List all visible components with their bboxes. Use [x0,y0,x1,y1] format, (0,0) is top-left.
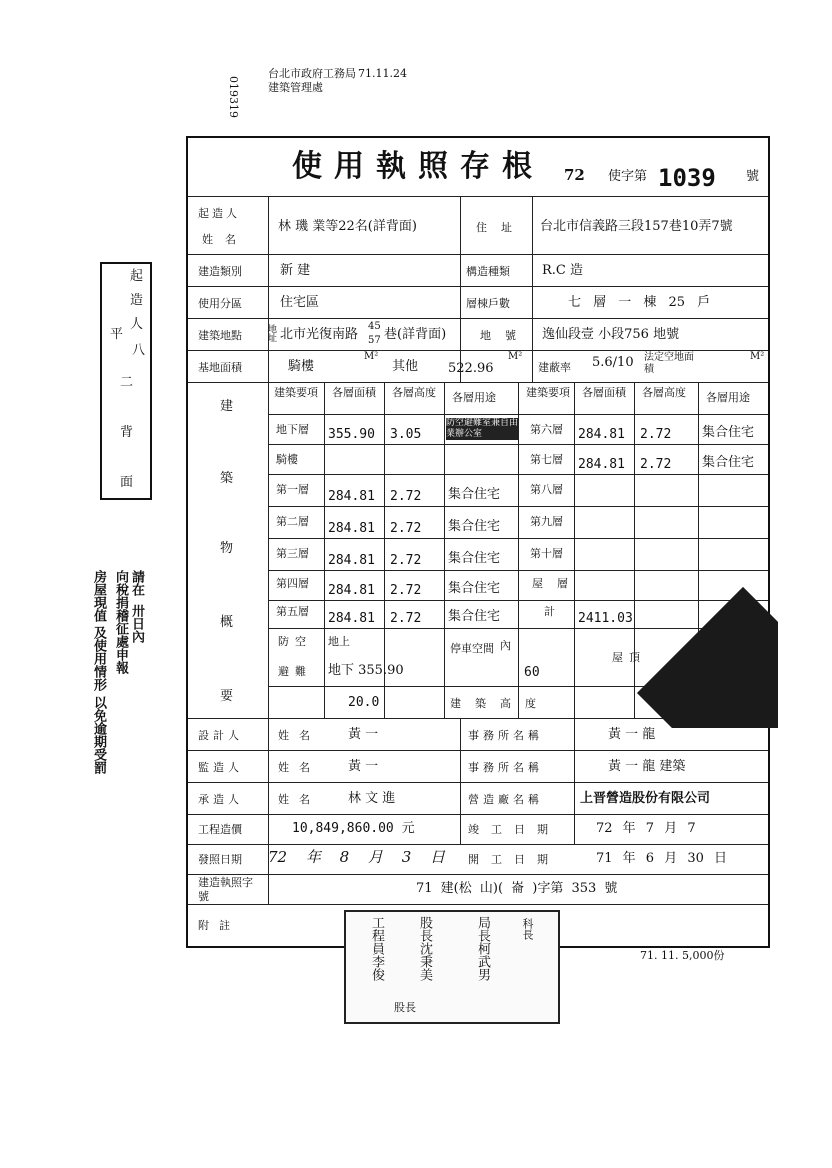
designer-firm-label: 事務所名稱 [468,729,543,742]
right-floor-1-height: 2.72 [640,427,672,442]
permit-number-label: 建造執照字號 [198,876,253,904]
construction-type-label: 建造類別 [198,265,242,278]
left-floor-6-height: 2.72 [390,583,422,598]
col-head-area-left: 各層面積 [332,386,376,399]
area-unit-2: M² [508,351,523,362]
zone-label: 使用分區 [198,297,242,310]
signature-engineer: 工程員李俊 [369,916,384,981]
left-floor-3-use: 集合住宅 [448,487,501,502]
overview-char-5: 要 [220,689,234,704]
left-floor-1-use: 防空避難室兼自由業辦公室 [446,418,519,439]
coverage-ratio: 5.6/10 [592,355,634,370]
side-box-char-7: 背 [120,425,134,440]
contractor-name: 林 文 進 [348,791,396,806]
overview-char-4: 概 [220,615,234,630]
other-area-value: 522.96 [448,361,494,376]
shelter-below: 地下 355.90 [328,663,404,678]
cost-label: 工程造價 [198,823,242,836]
right-total-name: 計 [544,605,555,618]
right-floor-2-use: 集合住宅 [702,455,755,470]
completion-date: 72 年 7 月 7 [596,821,696,836]
shelter-label-1: 防空 [278,635,312,648]
col-head-use-right: 各層用途 [706,391,750,404]
stamp-code: 019319 [227,76,240,118]
supervisor-name: 黃 一 [348,759,379,774]
side-note-box [100,262,152,500]
left-floor-3-name: 第一層 [276,483,309,496]
left-floor-6-name: 第四層 [276,577,309,590]
permit-year: 72 [564,166,585,184]
left-floor-1-name: 地下層 [276,423,309,436]
side-box-char-3: 人 [130,317,144,332]
designer-name-label: 姓名 [278,729,320,742]
instruction-col-4: 房屋現值 [91,570,106,622]
signature-label-5: 科長 [521,918,534,940]
col-head-height-right: 各層高度 [642,386,686,399]
completion-label: 竣工日期 [468,823,560,836]
signature-director: 局長柯武男 [475,916,490,981]
site-label: 建築地點 [198,329,242,342]
building-height-value: 20.0 [348,695,380,710]
signature-chief: 股長沈秉美 [417,916,432,981]
overview-char-2: 築 [220,471,234,486]
structure-type: R.C 造 [542,263,583,278]
right-floor-3-name: 第八層 [530,483,563,496]
right-floor-1-name: 第六層 [530,423,563,436]
side-box-char-1: 起 [130,269,144,284]
structure-label: 構造種類 [466,265,510,278]
stamp-line-3: 71.11.24 [358,67,407,80]
instruction-col-3: 向稅捐稽征處申報 [113,570,128,674]
designer-name: 黃 一 [348,727,379,742]
open-space-label: 法定空地面積 [644,352,694,375]
left-floor-6-use: 集合住宅 [448,581,501,596]
left-floor-5-use: 集合住宅 [448,551,501,566]
side-box-char-6: 二 [120,375,134,390]
contractor-name-label: 姓名 [278,793,320,806]
left-floor-4-height: 2.72 [390,521,422,536]
right-floor-1-use: 集合住宅 [702,425,755,440]
lot-value: 逸仙段壹 小段756 地號 [542,327,680,342]
instruction-col-1: 請在 [129,570,144,596]
floors-value: 七 層 一 棟 25 戶 [568,295,711,310]
issue-date-label: 發照日期 [198,853,242,866]
designer-firm: 黃 一 龍 [608,727,656,742]
shelter-label-2: 避難 [278,665,312,678]
building-height-label: 建築高度 [450,697,550,710]
signature-block [344,910,560,1024]
overview-char-3: 物 [220,541,234,556]
shelter-above: 地上 [328,635,350,648]
site-number-2: 57 [368,335,381,346]
left-floor-3-height: 2.72 [390,489,422,504]
stamp-line-2: 建築管理處 [268,81,323,94]
right-floor-2-height: 2.72 [640,457,672,472]
area-unit-3: M² [750,351,765,362]
start-date: 71 年 6 月 30 日 [596,851,728,866]
side-box-char-4: 平 [110,327,124,342]
left-floor-1-height: 3.05 [390,427,422,442]
instruction-col-5: 及使用情形 [91,626,106,691]
left-floor-7-name: 第五層 [276,605,309,618]
lot-label: 地號 [480,329,530,342]
left-floor-5-name: 第三層 [276,547,309,560]
site-area-label: 基地面積 [198,361,242,374]
parking-inside: 內 [500,639,511,652]
left-floor-4-name: 第二層 [276,515,309,528]
diagonal-stamp [628,578,778,728]
col-head-item-left: 建築要項 [274,386,318,399]
right-floor-4-name: 第九層 [530,515,563,528]
parking-label: 停車空間 [450,642,494,655]
supervisor-firm-label: 事務所名稱 [468,761,543,774]
permit-form [186,136,770,948]
left-floor-4-use: 集合住宅 [448,519,501,534]
col-head-item-right: 建築要項 [526,386,570,399]
col-head-height-left: 各層高度 [392,386,436,399]
contractor-firm: 上晋營造股份有限公司 [580,791,711,806]
construction-type: 新 建 [280,263,311,278]
left-floor-5-height: 2.72 [390,553,422,568]
side-box-char-2: 造 [130,293,144,308]
builder-address-label: 住址 [476,221,526,234]
left-floor-7-area: 284.81 [328,611,375,626]
overview-char-1: 建 [220,399,234,414]
left-floor-7-use: 集合住宅 [448,609,501,624]
right-floor-2-area: 284.81 [578,457,625,472]
start-date-label: 開工日期 [468,853,560,866]
col-head-use-left: 各層用途 [452,391,496,404]
instruction-col-6: 以免逾期受罰 [91,696,106,774]
signature-label-4: 股長 [394,1001,416,1014]
left-floor-1-area: 355.90 [328,427,375,442]
left-floor-5-area: 284.81 [328,553,375,568]
site-lane: 巷(詳背面) [384,327,447,342]
supervisor-firm: 黃 一 龍 建築 [608,759,686,774]
site-number-1: 45 [368,321,381,332]
left-floor-7-height: 2.72 [390,611,422,626]
builder-label-1: 起造人 [198,207,240,220]
roof-label: 屋頂 [612,651,646,664]
permit-number: 1039 [658,164,716,192]
zone-value: 住宅區 [280,295,320,310]
side-instruction [88,570,148,870]
builder-name: 林 璣 業等22名(詳背面) [278,219,417,234]
site-street: 北市光復南路 [280,327,359,342]
form-title: 使用執照存根 [292,149,544,184]
other-area-label: 其他 [392,359,419,374]
side-box-char-8: 面 [120,475,134,490]
issue-date: 72 年 8 月 3 日 [268,848,446,866]
supervisor-label: 監造人 [198,761,243,774]
parking-value: 60 [524,665,540,680]
right-floor-6-name: 屋層 [532,577,582,590]
area-unit-1: M² [364,351,379,362]
site-sub-label: 地址 [266,324,276,342]
permit-prefix: 使字第 [608,169,648,184]
designer-label: 設計人 [198,729,243,742]
side-box-char-5: 八 [132,343,146,358]
stamp-line-1: 台北市政府工務局 [268,67,356,80]
right-floor-2-name: 第七層 [530,453,563,466]
col-head-area-right: 各層面積 [582,386,626,399]
builder-label-2: 姓名 [202,233,248,246]
note-label: 附註 [198,919,240,932]
permit-number-value: 71 建(松 山)( 崙 )字第 353 號 [416,881,618,896]
top-registration-stamp [227,58,458,118]
left-floor-3-area: 284.81 [328,489,375,504]
instruction-col-2: 卅日內 [129,604,144,643]
left-floor-4-area: 284.81 [328,521,375,536]
right-floor-1-area: 284.81 [578,427,625,442]
left-floor-2-name: 騎樓 [276,453,298,466]
left-floor-6-area: 284.81 [328,583,375,598]
floors-label: 層棟戶數 [466,297,510,310]
arcade-label: 騎樓 [288,359,315,374]
contractor-label: 承造人 [198,793,243,806]
builder-address: 台北市信義路三段157巷10弄7號 [540,219,733,234]
contractor-firm-label: 營造廠名稱 [468,793,543,806]
footer-print-code: 71. 11. 5,000份 [640,949,725,962]
permit-suffix: 號 [746,169,760,184]
coverage-label: 建蔽率 [538,361,571,374]
right-floor-5-name: 第十層 [530,547,563,560]
cost-value: 10,849,860.00 元 [292,821,415,836]
supervisor-name-label: 姓名 [278,761,320,774]
right-total-area: 2411.03 [578,611,633,626]
